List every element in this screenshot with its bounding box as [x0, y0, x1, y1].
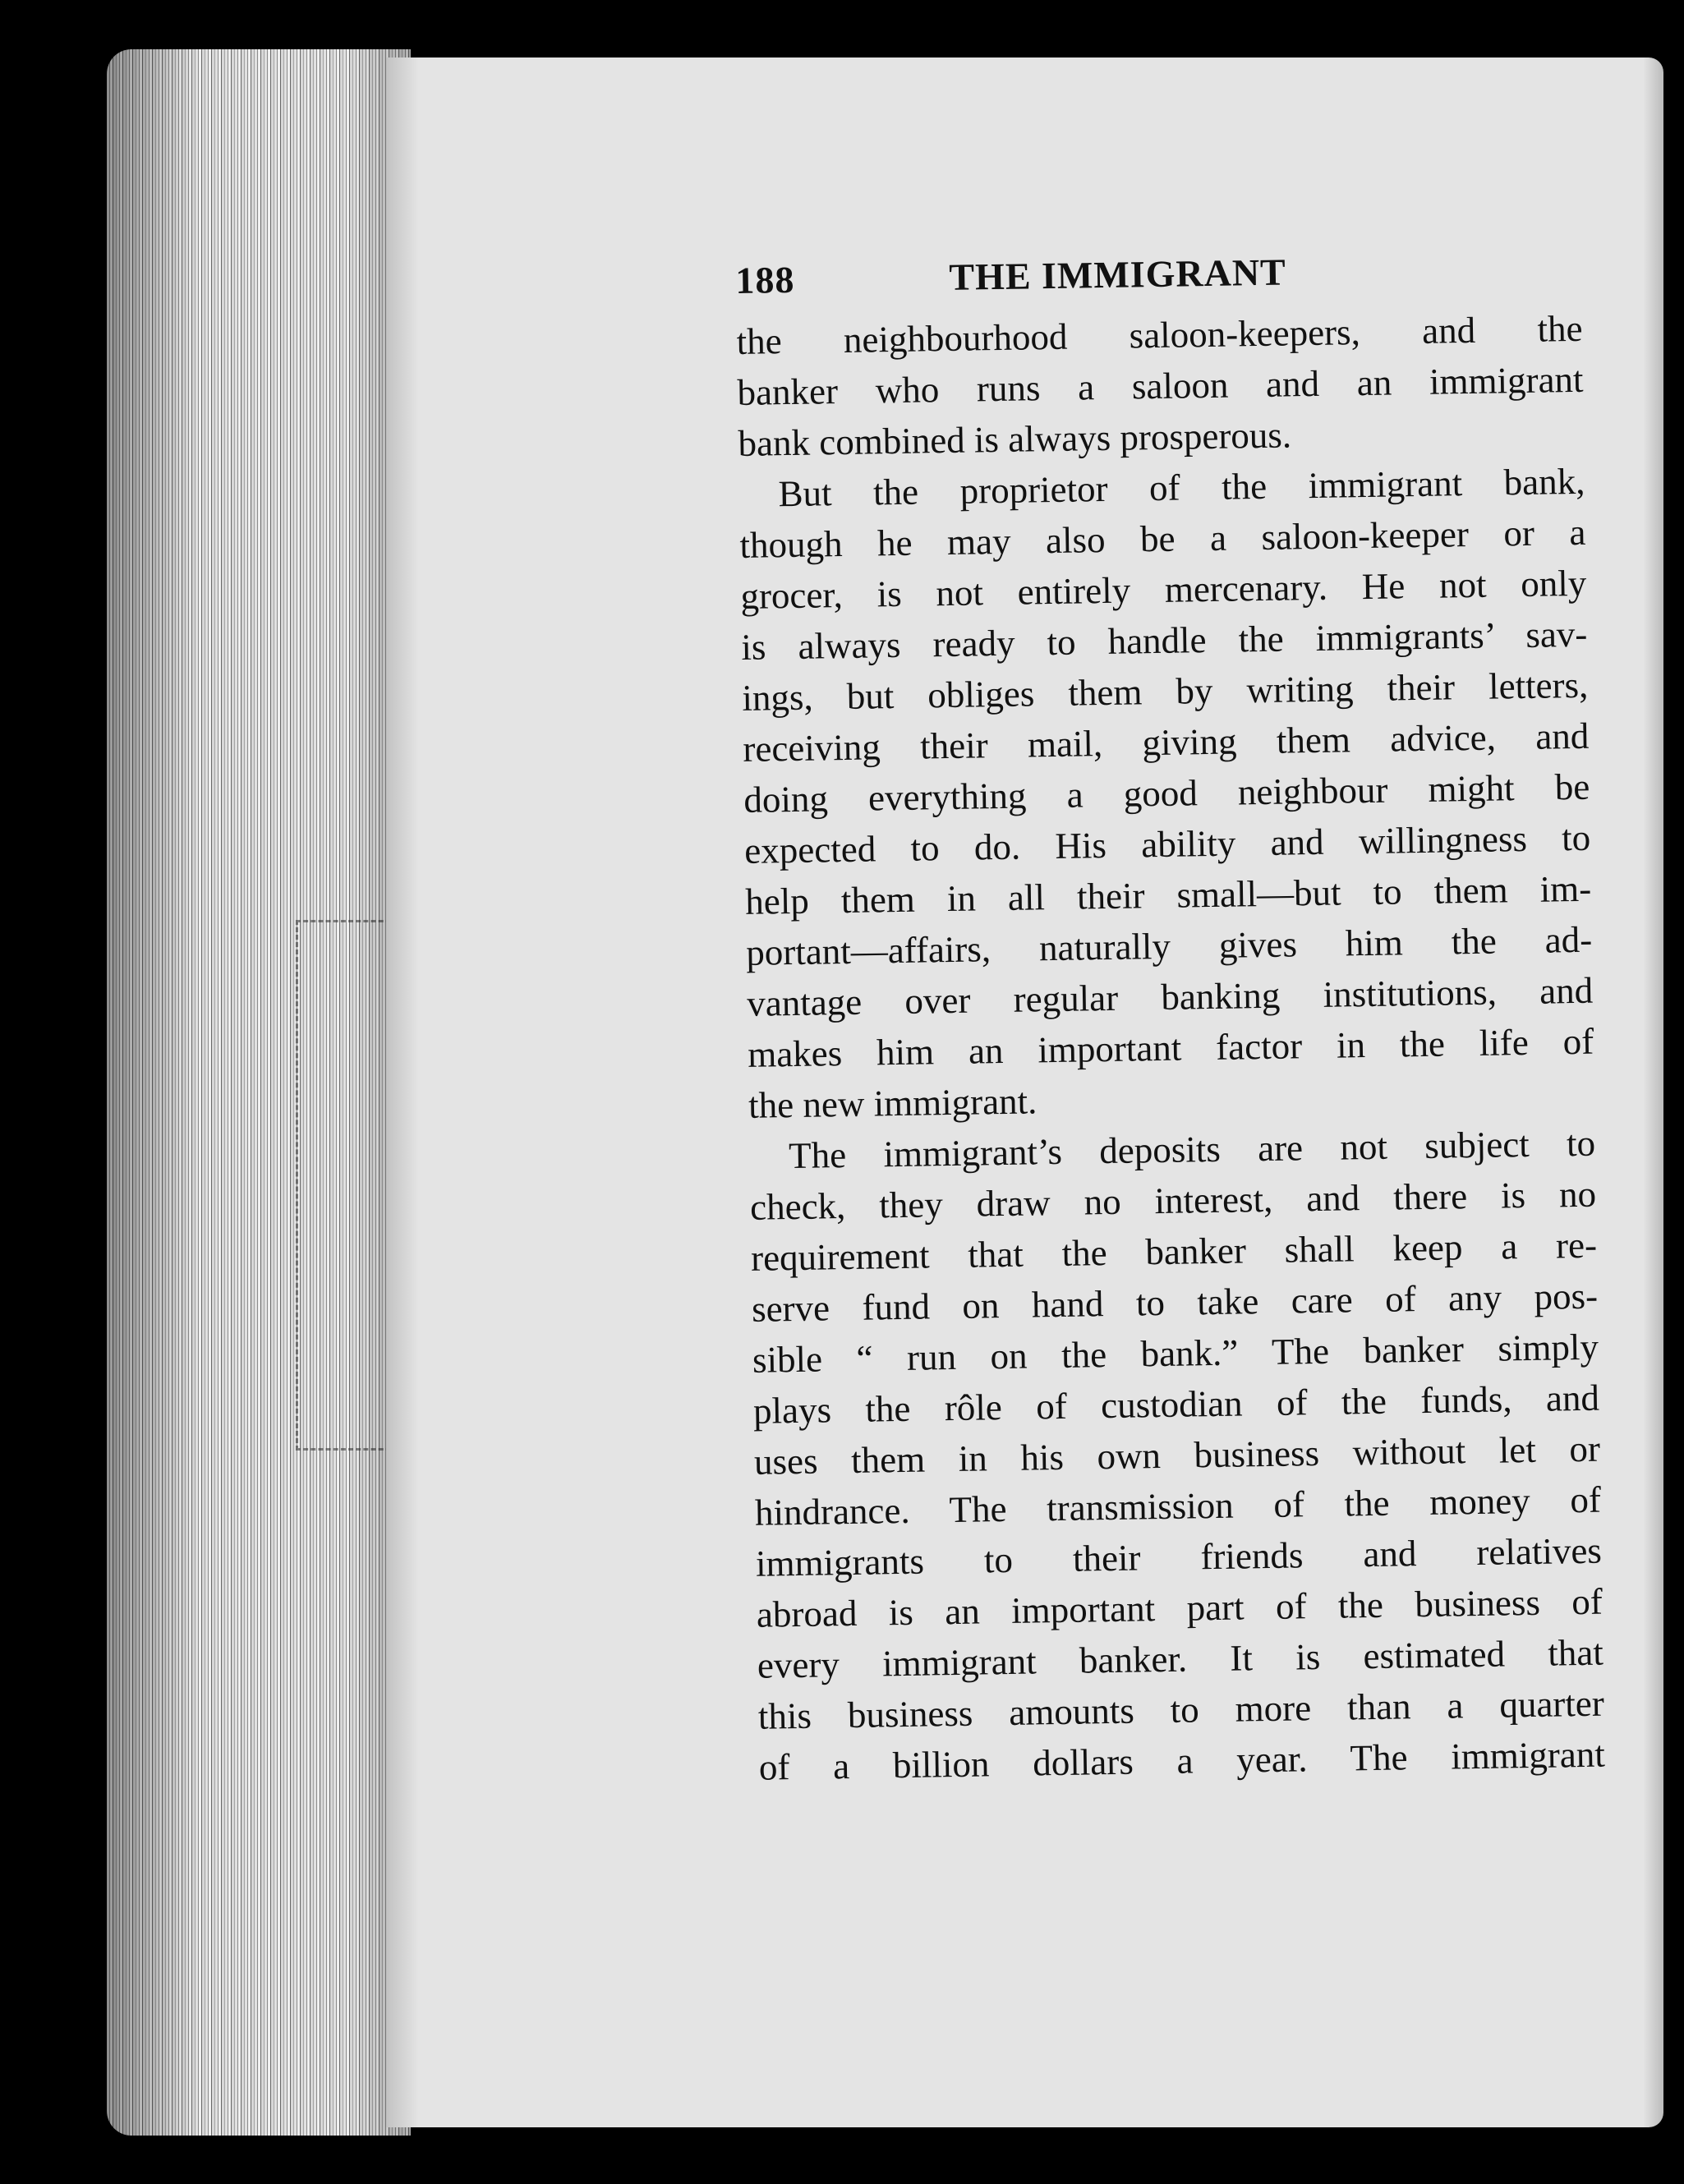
text-line: check, they draw no interest, and there is no — [749, 1173, 1597, 1228]
text-line: bank combined is always prosperous. — [738, 414, 1292, 464]
text-line: every immigrant banker. It is estimated that — [757, 1631, 1604, 1686]
text-line: abroad is an important part of the business of — [756, 1580, 1603, 1635]
text-line: of a billion dollars a year. The immigrant — [758, 1733, 1606, 1788]
text-line: makes him an important factor in the life of — [747, 1020, 1594, 1075]
page-number: 188 — [735, 258, 795, 301]
text-line: uses them in his own business without let or — [753, 1428, 1601, 1483]
text-line: though he may also be a saloon-keeper or a — [739, 511, 1586, 566]
text-line: requirement that the banker shall keep a re- — [750, 1224, 1598, 1279]
text-line: is always ready to handle the immigrants’ sav- — [741, 613, 1588, 668]
text-line: the neighbourhood saloon-keepers, and the — [736, 307, 1583, 362]
running-title: THE IMMIGRANT — [948, 251, 1287, 298]
text-line: The immigrant’s deposits are not subject to — [788, 1122, 1596, 1177]
text-line: hindrance. The transmission of the money of — [754, 1478, 1602, 1533]
text-line: vantage over regular banking institutions, and — [746, 969, 1594, 1024]
text-line: this business amounts to more than a quarter — [757, 1682, 1605, 1737]
text-line: doing everything a good neighbour might be — [743, 766, 1590, 821]
text-line: help them in all their small—but to them im- — [744, 867, 1592, 922]
text-line: But the proprietor of the immigrant bank, — [778, 460, 1585, 515]
text-block — [735, 246, 1605, 1793]
text-line: the new immigrant. — [748, 1080, 1038, 1126]
text-line: serve fund on hand to take care of any pos- — [751, 1275, 1599, 1330]
text-line: banker who runs a saloon and an immigrant — [737, 358, 1584, 413]
text-line: sible “ run on the bank.” The banker simply — [752, 1326, 1599, 1381]
book-fore-edge — [107, 49, 411, 2136]
text-line: grocer, is not entirely mercenary. He not only — [740, 562, 1587, 617]
text-line: expected to do. His ability and willingness to — [743, 816, 1591, 871]
text-line: portant—affairs, naturally gives him the ad- — [745, 918, 1593, 973]
text-line: immigrants to their friends and relatives — [755, 1529, 1603, 1584]
body-text — [736, 303, 1605, 1793]
book-page — [386, 57, 1663, 2127]
text-line: ings, but obliges them by writing their letters, — [742, 664, 1589, 719]
text-line: plays the rôle of custodian of the funds, and — [752, 1377, 1600, 1432]
text-line: receiving their mail, giving them advice, and — [742, 715, 1590, 770]
